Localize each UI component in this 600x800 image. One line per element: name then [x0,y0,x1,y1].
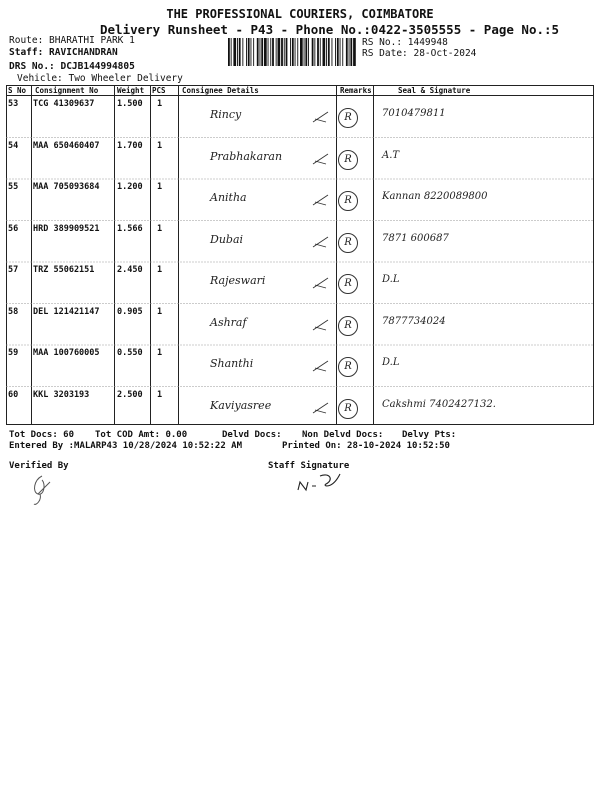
row-consignment-no: DEL 121421147 [33,306,100,317]
row-consignment-no: KKL 3203193 [33,389,90,400]
row-pcs: 1 [157,265,163,275]
row-seal-signature: 7877734024 [382,315,446,327]
runsheet-table-grid [6,85,594,425]
non-delivered-docs: Non Delvd Docs: [302,430,384,440]
row-pcs: 1 [157,389,163,400]
printed-on: Printed On: 28-10-2024 10:52:50 [282,441,450,451]
row-weight: 1.566 [117,223,143,234]
vehicle-label: Vehicle: Two Wheeler Delivery [17,73,183,84]
delivery-tick-icon [312,235,330,249]
col-consignee: Consignee Details [182,86,259,95]
row-weight: 0.550 [117,348,143,358]
row-seal-signature: A.T [382,149,400,161]
route-label: Route: BHARATHI PARK 1 [9,35,135,46]
delivery-tick-icon [312,276,330,290]
delivery-tick-icon [312,193,330,207]
delivery-tick-icon [312,110,330,124]
row-consignee-name: Rincy [210,108,242,121]
row-pcs: 1 [157,140,163,151]
row-pcs: 1 [157,99,163,109]
runsheet-title: Delivery Runsheet - P43 - Phone No.:0422-3505555 - Page No.:5 [100,22,560,37]
row-seal-signature: 7871 600687 [382,232,449,244]
row-remark: R [338,108,358,128]
row-sno: 53 [8,99,19,109]
row-consignment-no: MAA 705093684 [33,182,100,192]
row-remark: R [338,233,358,253]
delivery-tick-icon [312,359,330,373]
row-sno: 57 [8,265,19,275]
row-consignee-name: Ashraf [210,315,247,329]
row-remark: R [338,357,358,377]
total-docs: Tot Docs: 60 [9,430,75,440]
col-remarks: Remarks [340,86,372,95]
row-seal-signature: Kannan 8220089800 [382,191,488,202]
company-name: THE PROFESSIONAL COURIERS, COIMBATORE [166,7,434,21]
row-consignee-name: Kaviyasree [210,398,272,412]
row-consignee-name: Rajeswari [210,274,266,287]
row-consignment-no: TRZ 55062151 [33,265,95,275]
rs-number: RS No.: 1449948 [362,37,448,48]
row-remark: R [338,316,358,336]
row-sno: 55 [8,182,19,192]
row-consignment-no: HRD 389909521 [33,223,100,234]
delivery-tick-icon [312,152,330,166]
row-remark: R [338,191,358,211]
staff-label: Staff: RAVICHANDRAN [9,47,118,58]
row-pcs: 1 [157,182,163,192]
delivery-tick-icon [312,318,330,332]
row-consignment-no: TCG 41309637 [33,99,95,109]
row-consignment-no: MAA 100760005 [33,348,100,358]
entered-by: Entered By :MALARP43 10/28/2024 10:52:22 AM [9,441,242,451]
col-sno: S No [8,86,27,95]
row-weight: 1.500 [117,99,143,109]
row-weight: 2.450 [117,265,143,275]
row-weight: 1.200 [117,182,143,192]
row-sno: 56 [8,223,19,234]
row-remark: R [338,399,358,419]
barcode [228,38,356,66]
row-sno: 59 [8,348,19,358]
col-seal-signature: Seal & Signature [398,86,471,95]
col-pcs: PCS [152,86,166,95]
row-weight: 2.500 [117,389,143,400]
verified-by-label: Verified By [9,461,69,471]
row-pcs: 1 [157,223,163,234]
rs-date: RS Date: 28-Oct-2024 [362,48,477,59]
row-consignee-name: Anitha [210,191,247,204]
row-sno: 54 [8,140,19,151]
col-consignment: Consignment No [35,86,99,95]
row-consignee-name: Prabhakaran [210,149,283,163]
staff-signature [296,468,356,498]
row-seal-signature: D.L [382,274,400,285]
delivery-points: Delvy Pts: [402,430,457,440]
drs-number: DRS No.: DCJB144994805 [9,61,135,72]
row-seal-signature: D.L [382,357,400,368]
row-consignment-no: MAA 650460407 [33,140,100,151]
row-seal-signature: 7010479811 [382,108,446,119]
row-sno: 58 [8,306,19,317]
verified-signature [28,470,68,510]
total-cod-amount: Tot COD Amt: 0.00 [95,430,188,440]
row-consignee-name: Shanthi [210,357,254,370]
row-weight: 0.905 [117,306,143,317]
row-remark: R [338,150,358,170]
row-consignee-name: Dubai [210,232,244,246]
delivery-tick-icon [312,401,330,415]
row-pcs: 1 [157,348,163,358]
row-weight: 1.700 [117,140,143,151]
delivered-docs: Delvd Docs: [222,430,282,440]
row-seal-signature: Cakshmi 7402427132. [382,398,496,410]
col-weight: Weight [117,86,145,95]
row-remark: R [338,274,358,294]
row-pcs: 1 [157,306,163,317]
staff-signature-label: Staff Signature [268,461,350,471]
row-sno: 60 [8,389,19,400]
